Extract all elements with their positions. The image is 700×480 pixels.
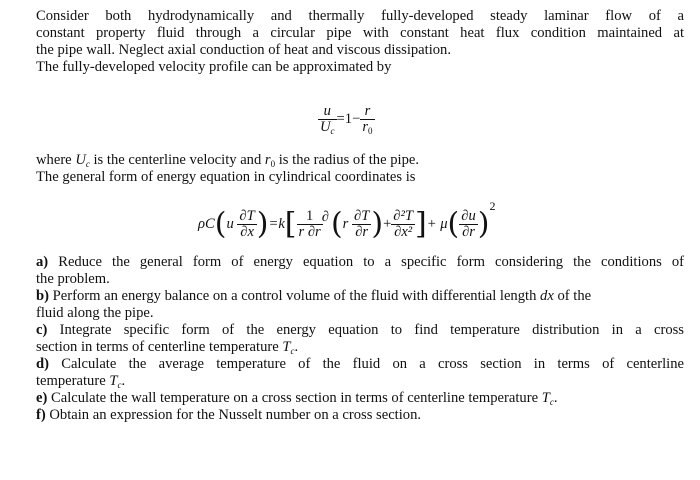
task-f-line-1: Obtain an expression for the Nusselt number on a cross section. (45, 407, 422, 423)
where-r0: r (264, 152, 271, 168)
energy-paren-open-3: ( (447, 206, 460, 242)
energy-rho-c: ρC (198, 216, 215, 233)
task-f (36, 407, 684, 424)
task-b-line-2: fluid along the pipe. (36, 305, 154, 321)
velocity-rhs-fraction (360, 104, 374, 135)
energy-r: r (342, 216, 349, 233)
energy-d: ∂ (321, 208, 329, 225)
energy-r-dr: r ∂r (298, 224, 321, 241)
velocity-lhs-fraction (318, 104, 337, 135)
task-e-T-sub: c (549, 397, 554, 407)
where-text-1: where (36, 152, 76, 168)
velocity-equals: =1− (336, 111, 361, 127)
where-uc: U (75, 152, 86, 168)
velocity-lhs-num: u (318, 104, 337, 120)
task-b-label: b) (36, 288, 49, 304)
energy-paren-close-2: ) (371, 206, 384, 242)
where-uc-sub: c (85, 159, 90, 169)
where-line (36, 152, 684, 169)
intro-line-3: the pipe wall. Neglect axial conduction of heat and viscous dissipation. (36, 42, 452, 58)
energy-plus: + (383, 216, 392, 233)
energy-du-dr (459, 209, 478, 240)
task-e-label: e) (36, 390, 48, 406)
energy-paren-close-1: ) (256, 206, 269, 242)
energy-d-fraction (320, 210, 331, 240)
energy-one: 1 (297, 209, 323, 225)
task-f-label: f) (36, 407, 46, 423)
energy-dr: ∂r (355, 224, 369, 241)
task-c-label: c) (36, 322, 48, 338)
task-d (36, 356, 684, 390)
task-d-end: . (121, 373, 126, 389)
task-c-T: T (282, 339, 291, 355)
velocity-lhs-den-sub: c (330, 126, 335, 136)
intro-line-4: The fully-developed velocity profile can be approximated by (36, 59, 392, 75)
task-d-line-1: Calculate the average temperature of the fluid on a cross section in terms of centerline (48, 356, 684, 372)
energy-paren-open-1: ( (214, 206, 227, 242)
task-e-T: T (541, 390, 550, 406)
energy-dx2: ∂x² (394, 224, 413, 241)
energy-plus-mu: + μ (426, 216, 448, 233)
energy-d2T-dx2 (391, 209, 415, 240)
where-text-3: is the radius of the pipe. (275, 152, 419, 168)
energy-dT-dr (352, 209, 371, 240)
tasks-list (36, 254, 684, 424)
intro-line-1: Consider both hydrodynamically and thermally fully-developed steady laminar flow of a (36, 8, 684, 24)
energy-bracket-open: [ (284, 206, 297, 242)
task-d-T-sub: c (117, 380, 122, 390)
energy-paren-open-2: ( (330, 206, 343, 242)
energy-u: u (226, 216, 234, 233)
task-b-line-1b: of the (553, 288, 592, 304)
velocity-rhs-den: r (362, 119, 368, 135)
task-c (36, 322, 684, 356)
task-a-label: a) (36, 254, 49, 270)
velocity-lhs-den: U (320, 119, 331, 135)
velocity-rhs-num: r (360, 104, 374, 120)
energy-eq-k: =k (268, 216, 285, 233)
task-e (36, 390, 684, 407)
where-r0-sub: 0 (270, 159, 276, 169)
energy-du: ∂u (461, 208, 476, 225)
task-a-line-1: Reduce the general form of energy equation to a specific form considering the conditions of (48, 254, 684, 270)
velocity-equation (318, 104, 375, 135)
energy-d2T: ∂²T (393, 208, 413, 225)
energy-dx: ∂x (240, 224, 254, 241)
task-c-T-sub: c (290, 346, 295, 356)
task-a-line-2: the problem. (36, 271, 110, 287)
task-c-line-2: section in terms of centerline temperature (36, 339, 283, 355)
general-line: The general form of energy equation in cylindrical coordinates is (36, 169, 416, 185)
energy-paren-close-3: ) (477, 206, 490, 242)
energy-dT-dx (237, 209, 256, 240)
energy-dr-2: ∂r (462, 224, 475, 241)
task-b-dx: dx (540, 288, 554, 304)
energy-square: 2 (489, 199, 496, 213)
task-d-line-2: temperature (36, 373, 110, 389)
energy-dT: ∂T (239, 208, 255, 225)
task-d-label: d) (36, 356, 49, 372)
task-e-end: . (553, 390, 558, 406)
intro-paragraph (36, 8, 684, 76)
where-paragraph (36, 152, 684, 186)
where-text-2: is the centerline velocity and (89, 152, 265, 168)
task-e-line-1: Calculate the wall temperature on a cross section in terms of centerline temperature (47, 390, 542, 406)
task-d-T: T (109, 373, 118, 389)
task-a (36, 254, 684, 288)
energy-dT-2: ∂T (354, 208, 370, 225)
intro-line-2: constant property fluid through a circular pipe with constant heat flux condition maintained at (36, 25, 684, 41)
task-b-line-1a: Perform an energy balance on a control volume of the fluid with differential length (48, 288, 541, 304)
energy-bracket-close: ] (415, 206, 427, 242)
task-c-end: . (294, 339, 299, 355)
task-b (36, 288, 684, 322)
energy-equation (198, 198, 496, 240)
velocity-rhs-den-sub: 0 (368, 126, 373, 136)
task-c-line-1: Integrate specific form of the energy equation to find temperature distribution in a cross (47, 322, 684, 338)
